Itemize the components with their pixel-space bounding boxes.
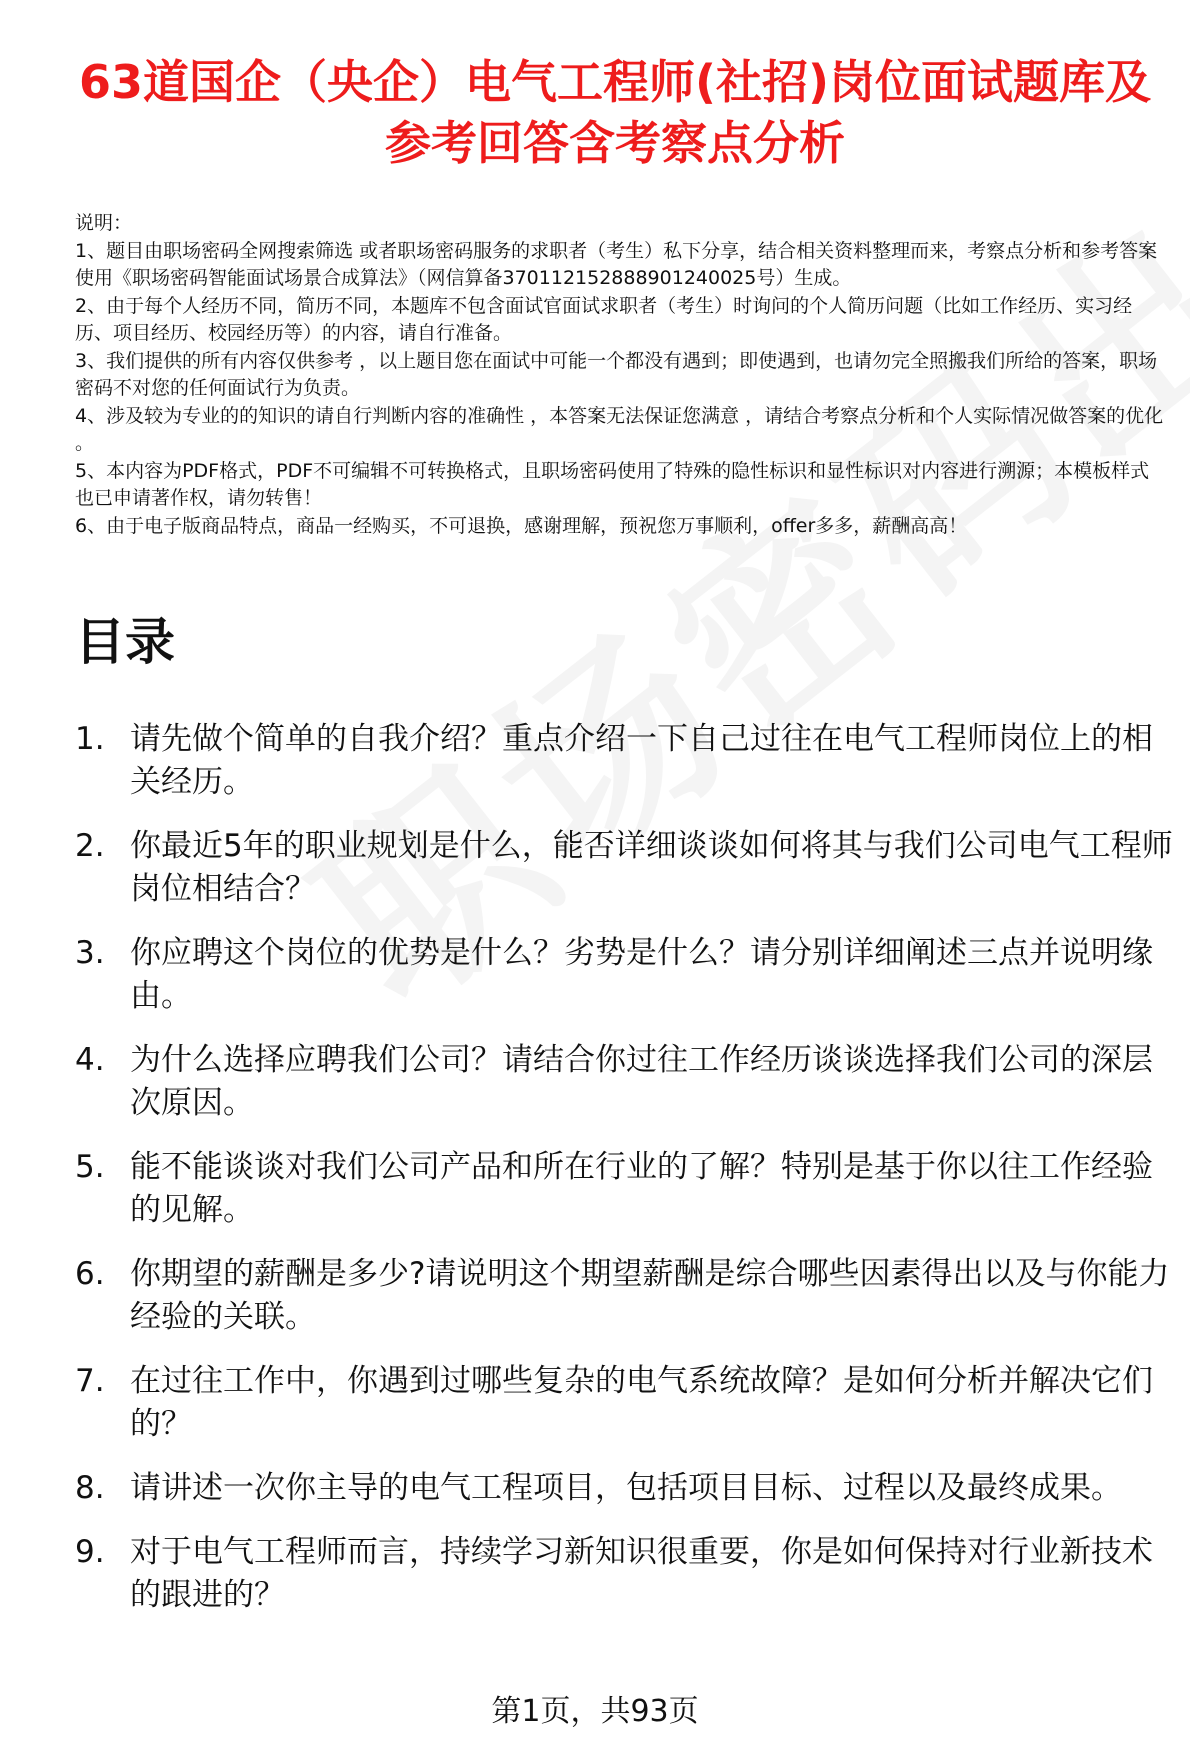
note-item-3: 3、我们提供的所有内容仅供参考 ，以上题目您在面试中可能一个都没有遇到；即使遇到，也请勿完全照搬我们所给的答案，职场密码不对您的任何面试行为负责。: [75, 349, 1158, 399]
toc-item-number: 1.: [75, 721, 105, 757]
notes-heading: 说明：: [75, 212, 133, 234]
toc-item[interactable]: [75, 1531, 1175, 1617]
toc-list: [75, 718, 1175, 1638]
toc-item-text: 对于电气工程师而言，持续学习新知识很重要，你是如何保持对行业新技术的跟进的？: [130, 1534, 1153, 1613]
toc-item-text: 能不能谈谈对我们公司产品和所在行业的了解？特别是基于你以往工作经验的见解。: [130, 1149, 1153, 1228]
toc-item-text: 为什么选择应聘我们公司？请结合你过往工作经历谈谈选择我们公司的深层次原因。: [130, 1042, 1153, 1121]
toc-item-number: 7.: [75, 1363, 105, 1399]
toc-item-number: 6.: [75, 1256, 105, 1292]
toc-item[interactable]: [75, 1360, 1175, 1446]
toc-item[interactable]: [75, 718, 1175, 804]
toc-item-text: 请先做个简单的自我介绍？重点介绍一下自己过往在电气工程师岗位上的相关经历。: [130, 721, 1153, 800]
page-number: 第1页，共93页: [491, 1694, 699, 1729]
note-item-6: 6、由于电子版商品特点，商品一经购买，不可退换，感谢理解，预祝您万事顺利，offer多多，薪酬高高！: [75, 514, 968, 537]
toc-item[interactable]: [75, 825, 1175, 911]
toc-item-text: 你期望的薪酬是多少?请说明这个期望薪酬是综合哪些因素得出以及与你能力经验的关联。: [130, 1256, 1170, 1335]
toc-item-number: 4.: [75, 1042, 105, 1078]
toc-item-text: 请讲述一次你主导的电气工程项目，包括项目目标、过程以及最终成果。: [130, 1470, 1122, 1506]
toc-heading: 目录: [75, 613, 175, 671]
toc-item[interactable]: [75, 932, 1175, 1018]
toc-item[interactable]: [75, 1467, 1175, 1510]
toc-item[interactable]: [75, 1039, 1175, 1125]
toc-item-number: 2.: [75, 828, 105, 864]
notes-section: [75, 210, 1165, 540]
toc-item-number: 8.: [75, 1470, 105, 1506]
toc-item-text: 你最近5年的职业规划是什么，能否详细谈谈如何将其与我们公司电气工程师岗位相结合？: [130, 828, 1173, 907]
note-item-2: 2、由于每个人经历不同，简历不同，本题库不包含面试官面试求职者（考生）时询问的个人简历问题（比如工作经历、实习经历、项目经历、校园经历等）的内容，请自行准备。: [75, 294, 1133, 344]
note-item-5: 5、本内容为PDF格式，PDF不可编辑不可转换格式，且职场密码使用了特殊的隐性标识和显性标识对内容进行溯源；本模板样式也已申请著作权，请勿转售！: [75, 459, 1150, 509]
toc-item-text: 在过往工作中，你遇到过哪些复杂的电气系统故障？是如何分析并解决它们的？: [130, 1363, 1153, 1442]
toc-item[interactable]: [75, 1253, 1175, 1339]
note-item-4: 4、涉及较为专业的的知识的请自行判断内容的准确性 ，本答案无法保证您满意 ，请结合考察点分析和个人实际情况做答案的优化 。: [75, 404, 1164, 454]
toc-item-text: 你应聘这个岗位的优势是什么？劣势是什么？请分别详细阐述三点并说明缘由。: [130, 935, 1153, 1014]
note-item-1: 1、题目由职场密码全网搜索筛选 或者职场密码服务的求职者（考生）私下分享，结合相关资料整理而来，考察点分析和参考答案使用《职场密码智能面试场景合成算法》（网信算备370112152888901240025号）生成。: [75, 239, 1158, 289]
document-title: 63道国企（央企）电气工程师(社招)岗位面试题库及参考回答含考察点分析: [78, 55, 1152, 170]
toc-item-number: 5.: [75, 1149, 105, 1185]
toc-item-number: 9.: [75, 1534, 105, 1570]
toc-item-number: 3.: [75, 935, 105, 971]
toc-item[interactable]: [75, 1146, 1175, 1232]
